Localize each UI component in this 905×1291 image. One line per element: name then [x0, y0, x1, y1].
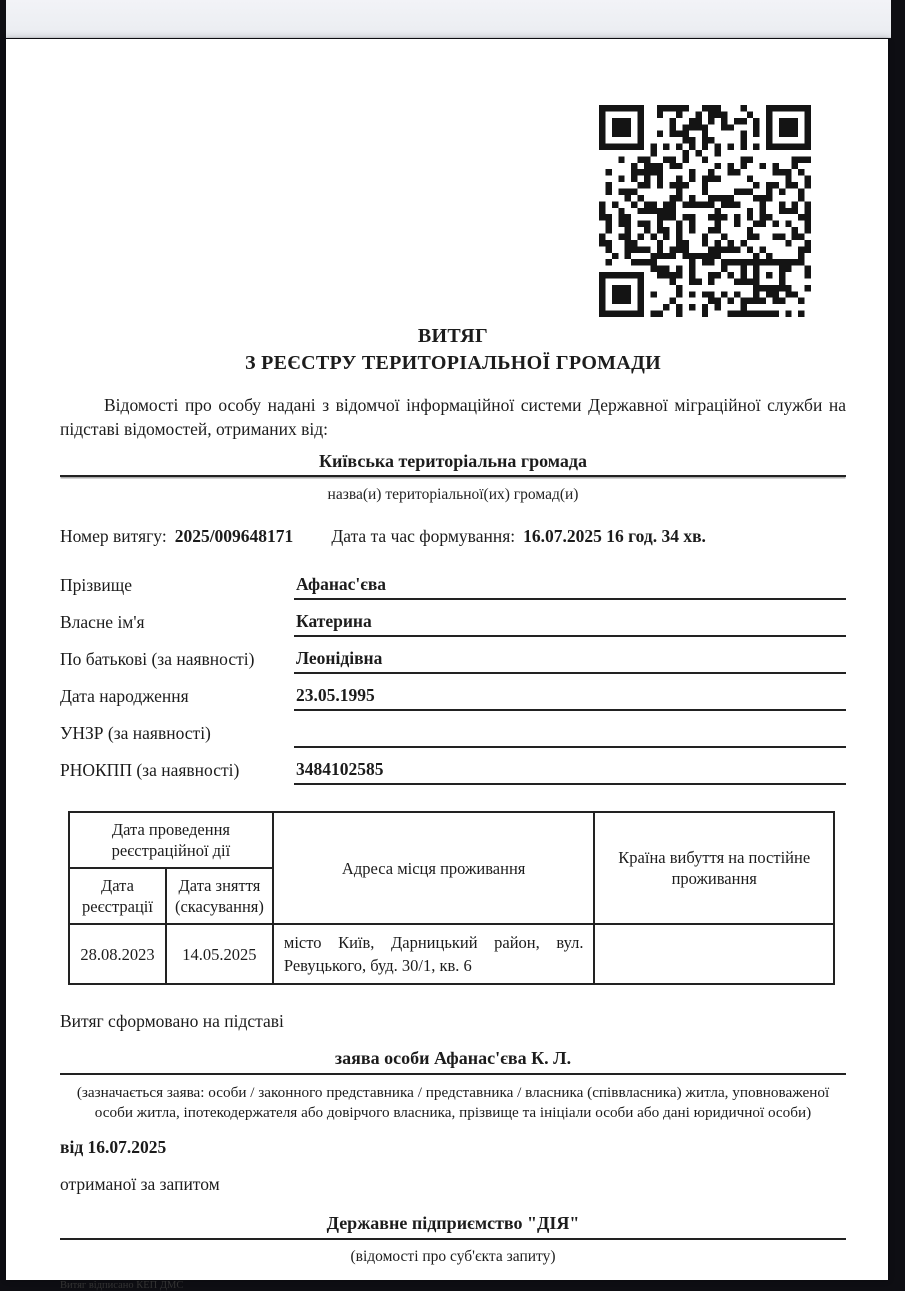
application-text: заява особи Афанас'єва К. Л. [60, 1048, 846, 1075]
qr-code-icon [599, 105, 811, 317]
field-label: РНОКПП (за наявності) [60, 760, 240, 780]
field-label: По батькові (за наявності) [60, 649, 255, 669]
qr-code-svg [599, 105, 811, 317]
extract-number-line [60, 526, 846, 547]
formed-datetime-value: 16.07.2025 16 год. 34 хв. [523, 526, 706, 546]
field-label: Власне ім'я [60, 612, 145, 632]
field-row-patronymic [60, 637, 846, 674]
field-row-surname [60, 563, 846, 600]
document-sheet [6, 39, 888, 1291]
cell-address: місто Київ, Дарницький район, вул. Ревуцького, буд. 30/1, кв. 6 [273, 924, 595, 984]
requester-name: Державне підприємство "ДІЯ" [60, 1213, 846, 1240]
community-caption: назва(и) територіальної(их) громад(и) [327, 486, 579, 503]
field-label: Дата народження [60, 686, 189, 706]
title-line-2: З РЕЄСТРУ ТЕРИТОРІАЛЬНОЇ ГРОМАДИ [244, 352, 662, 374]
cell-reg-date: 28.08.2023 [69, 924, 166, 984]
signature-note: Витяг відписано КЕП ДМС [60, 1280, 184, 1291]
field-value [294, 724, 846, 748]
table-header-removal-date: Дата зняття (скасування) [166, 868, 273, 924]
application-date: від 16.07.2025 [60, 1137, 167, 1157]
field-value: Афанас'єва [294, 574, 846, 600]
formed-on-basis-text: Витяг сформовано на підставі [60, 1011, 284, 1031]
field-row-rnokpp [60, 748, 846, 785]
field-row-unzr [60, 711, 846, 748]
document-title [60, 323, 846, 377]
extract-number-value: 2025/009648171 [174, 526, 294, 546]
cell-country [594, 924, 834, 984]
field-label: УНЗР (за наявності) [60, 723, 211, 743]
extract-number-label: Номер витягу: [60, 526, 167, 546]
table-header-reg-action: Дата проведення реєстраційної дії [69, 812, 273, 868]
field-value: Леонідівна [294, 648, 846, 674]
title-line-1: ВИТЯГ [417, 325, 489, 347]
page-top-edge [6, 0, 891, 38]
field-row-birth-date [60, 674, 846, 711]
cell-removal-date: 14.05.2025 [166, 924, 273, 984]
person-fields [60, 563, 846, 785]
requester-caption: (відомості про суб'єкта запиту) [350, 1248, 556, 1265]
table-row [69, 924, 834, 984]
intro-paragraph: Відомості про особу надані з відомчої інформаційної системи Державної міграційної служби на підставі відомостей, отриманих від: [60, 395, 846, 439]
formed-datetime-label: Дата та час формування: [331, 526, 516, 546]
received-by-request-text: отриманої за запитом [60, 1174, 220, 1194]
field-row-given-name [60, 600, 846, 637]
community-name: Київська територіальна громада [60, 451, 846, 477]
table-header-country: Країна вибуття на постійне проживання [594, 812, 834, 924]
field-value: Катерина [294, 611, 846, 637]
field-label: Прізвище [60, 575, 133, 595]
registration-table [68, 811, 835, 985]
field-value: 3484102585 [294, 759, 846, 785]
table-header-reg-date: Дата реєстрації [69, 868, 166, 924]
application-note: (зазначається заява: особи / законного представника / представника / власника (співвласника) житла, уповноваженої особи житла, іпотекодержателя або довірчого власника, прізвище та ініціали особи або дані юридичної особи) [76, 1084, 830, 1121]
table-header-address: Адреса місця проживання [273, 812, 595, 924]
field-value: 23.05.1995 [294, 685, 846, 711]
